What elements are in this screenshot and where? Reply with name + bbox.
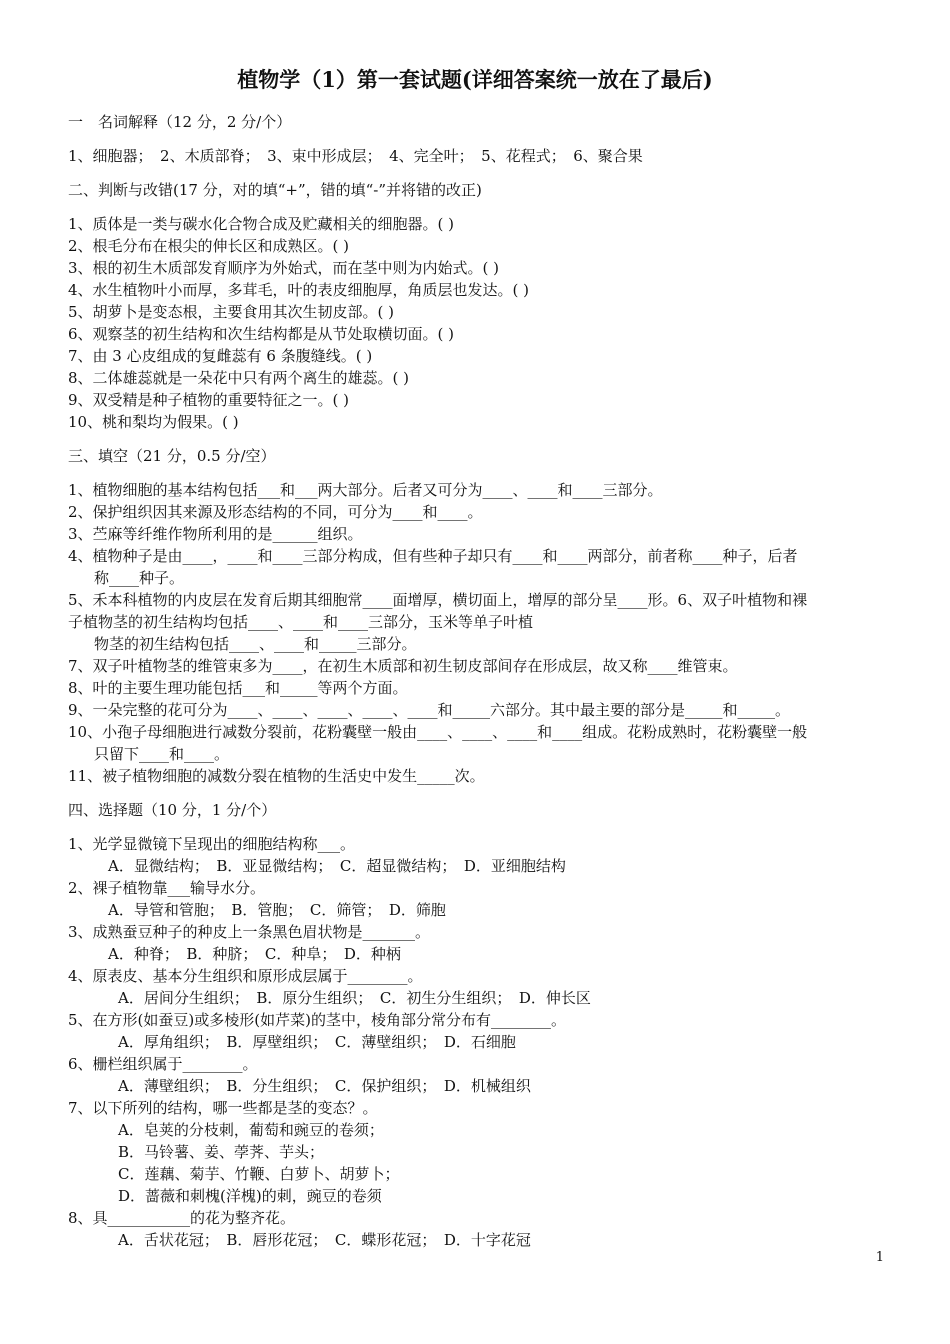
section-4-heading: 四、选择题（10 分，1 分/个）	[68, 801, 277, 819]
section-1-heading: 一 名词解释（12 分，2 分/个）	[68, 113, 292, 131]
choice-item-7-option-d: D．蔷薇和刺槐(洋槐)的刺，豌豆的卷须	[118, 1187, 382, 1205]
fill-item-7: 7、双子叶植物茎的维管束多为____，在初生木质部和初生韧皮部间存在形成层，故又称____维管束。	[68, 657, 738, 675]
fill-item-6-cont2: 物茎的初生结构包括____、____和_____三部分。	[94, 635, 417, 653]
judge-item-3: 3、根的初生木质部发育顺序为外始式，而在茎中则为内始式。( )	[68, 259, 500, 277]
fill-item-10-cont: 只留下____和____。	[94, 745, 230, 763]
page-title: 植物学（1）第一套试题(详细答案统一放在了最后)	[237, 67, 713, 92]
choice-item-3-options: A．种脊； B．种脐； C．种阜； D．种柄	[108, 945, 401, 963]
judge-item-5: 5、胡萝卜是变态根，主要食用其次生韧皮部。( )	[68, 303, 395, 321]
judge-item-10: 10、桃和梨均为假果。( )	[68, 413, 239, 431]
choice-item-4-options: A．居间分生组织； B．原分生组织； C．初生分生组织； D．伸长区	[118, 989, 591, 1007]
fill-item-6-cont: 子植物茎的初生结构均包括____、____和____三部分，玉米等单子叶植	[68, 613, 534, 631]
fill-item-9: 9、一朵完整的花可分为____、____、____、____、____和_____六部分。其中最主要的部分是_____和_____。	[68, 701, 791, 719]
fill-item-4: 4、植物种子是由____，____和____三部分构成，但有些种子却只有____和____两部分，前者称____种子，后者	[68, 547, 798, 565]
fill-item-3: 3、苎麻等纤维作物所利用的是______组织。	[68, 525, 363, 543]
choice-item-4: 4、原表皮、基本分生组织和原形成层属于________。	[68, 967, 423, 985]
choice-item-7-option-a: A．皂荚的分枝刺，葡萄和豌豆的卷须；	[118, 1121, 384, 1139]
judge-item-1: 1、质体是一类与碳水化合物合成及贮藏相关的细胞器。( )	[68, 215, 455, 233]
choice-item-7: 7、以下所列的结构，哪一些都是茎的变态？。	[68, 1099, 378, 1117]
choice-item-5: 5、在方形(如蚕豆)或多棱形(如芹菜)的茎中，棱角部分常分布有________。	[68, 1011, 566, 1029]
judge-item-6: 6、观察茎的初生结构和次生结构都是从节处取横切面。( )	[68, 325, 455, 343]
choice-item-8: 8、具___________的花为整齐花。	[68, 1209, 296, 1227]
choice-item-3: 3、成熟蚕豆种子的种皮上一条黑色眉状物是_______。	[68, 923, 431, 941]
choice-item-2: 2、裸子植物靠___输导水分。	[68, 879, 266, 897]
fill-item-8: 8、叶的主要生理功能包括___和_____等两个方面。	[68, 679, 408, 697]
section-3-heading: 三、填空（21 分，0.5 分/空）	[68, 447, 276, 465]
choice-item-2-options: A．导管和管胞； B．管胞； C．筛管； D．筛胞	[108, 901, 446, 919]
judge-item-7: 7、由 3 心皮组成的复雌蕊有 6 条腹缝线。( )	[68, 347, 373, 365]
fill-item-1: 1、植物细胞的基本结构包括___和___两大部分。后者又可分为____、____和____三部分。	[68, 481, 663, 499]
judge-item-4: 4、水生植物叶小而厚，多茸毛，叶的表皮细胞厚，角质层也发达。( )	[68, 281, 530, 299]
fill-item-2: 2、保护组织因其来源及形态结构的不同，可分为____和____。	[68, 503, 483, 521]
judge-item-8: 8、二体雄蕊就是一朵花中只有两个离生的雄蕊。( )	[68, 369, 410, 387]
choice-item-7-option-b: B．马铃薯、姜、荸荠、芋头；	[118, 1143, 325, 1161]
choice-item-7-option-c: C．莲藕、菊芋、竹鞭、白萝卜、胡萝卜；	[118, 1165, 400, 1183]
fill-item-5-6: 5、禾本科植物的内皮层在发育后期其细胞常____面增厚，横切面上，增厚的部分呈____形。6、双子叶植物和裸	[68, 591, 808, 609]
fill-item-4-cont: 称____种子。	[94, 569, 185, 587]
section-2-heading: 二、判断与改错(17 分，对的填“+”，错的填“-”并将错的改正)	[68, 181, 482, 199]
choice-item-1-options: A．显微结构； B．亚显微结构； C．超显微结构； D．亚细胞结构	[108, 857, 566, 875]
fill-item-10: 10、小孢子母细胞进行减数分裂前，花粉囊壁一般由____、____、____和____组成。花粉成熟时，花粉囊壁一般	[68, 723, 808, 741]
terms-line: 1、细胞器； 2、木质部脊； 3、束中形成层； 4、完全叶； 5、花程式； 6、聚合果	[68, 147, 643, 165]
choice-item-6-options: A．薄壁组织； B．分生组织； C．保护组织； D．机械组织	[118, 1077, 531, 1095]
choice-item-6: 6、栅栏组织属于________。	[68, 1055, 258, 1073]
choice-item-5-options: A．厚角组织； B．厚壁组织； C．薄壁组织； D．石细胞	[118, 1033, 516, 1051]
choice-item-8-options: A．舌状花冠； B．唇形花冠； C．蝶形花冠； D．十字花冠	[118, 1231, 531, 1249]
page-number: 1	[875, 1250, 884, 1265]
choice-item-1: 1、光学显微镜下呈现出的细胞结构称___。	[68, 835, 356, 853]
judge-item-9: 9、双受精是种子植物的重要特征之一。( )	[68, 391, 350, 409]
judge-item-2: 2、根毛分布在根尖的伸长区和成熟区。( )	[68, 237, 350, 255]
fill-item-11: 11、被子植物细胞的减数分裂在植物的生活史中发生_____次。	[68, 767, 485, 785]
